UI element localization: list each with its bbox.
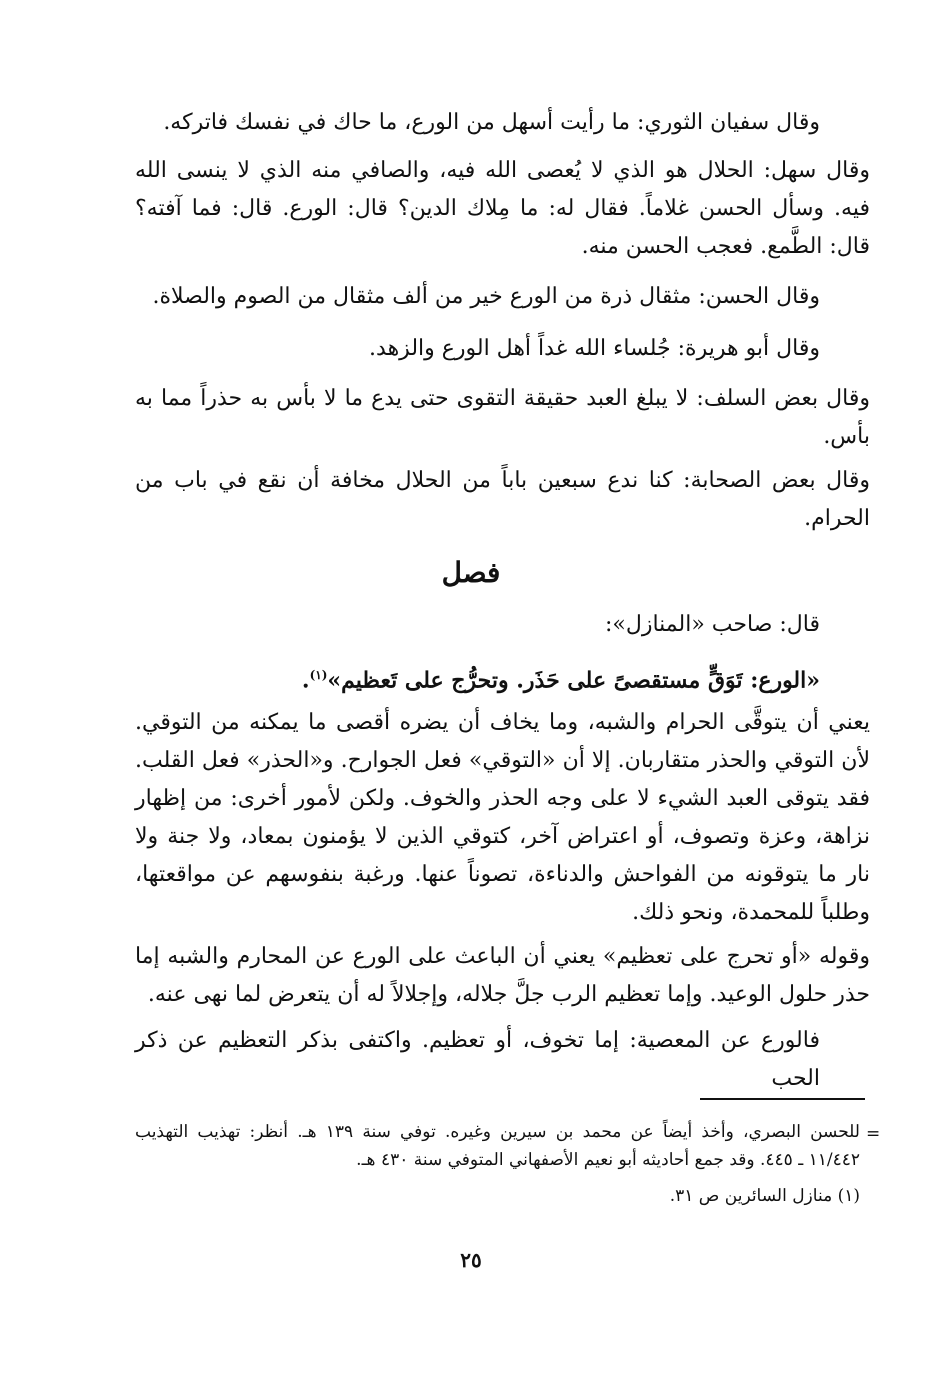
quote-intro: قال: صاحب «المنازل»: [604,612,820,637]
page-number: ٢٥ [460,1248,482,1272]
footnote-separator [700,1098,865,1100]
footnote-continuation-mark: = [866,1124,881,1144]
paragraph-explanation: يعني أن يتوقَّى الحرام والشبه، وما يخاف أن يضره أقصى ما يمكنه من التوقي. لأن التوقي والحذر متقاربان. إلا أن «التوقي» فعل الجوارح. و«الحذر» فعل القلب. فقد يتوقى العبد الشيء لا على وجه الحذر والخوف. ولكن لأمور أخرى: من إظهار نزاهة، وعزة وتصوف، أو اعتراض آخر، كتوقي الذين لا يؤمنون بمعاد، ولا جنة ولا نار ما يتوقونه من الفواحش والدناءة، تصوناً عنها. ورغبة بنفوسهم عن مواقعتها، وطلباً للمحمدة، ونحو ذلك. [135,710,870,925]
paragraph-hasan: وقال الحسن: مثقال ذرة من الورع خير من ألف مثقال من الصوم والصلاة. [152,284,820,309]
paragraph-sahaba: وقال بعض الصحابة: كنا ندع سبعين باباً من الحلال مخافة أن نقع في باب من الحرام. [135,468,870,531]
quote-end: . [301,667,310,694]
quote-text: «الورع: تَوَقٍّ مستقصىً على حَذَر. وتحرُّج على تَعظيم» [327,667,820,694]
paragraph-wara-masiya: فالورع عن المعصية: إما تخوف، أو تعظيم. واكتفى بذكر التعظيم عن ذكر الحب [135,1028,820,1091]
quote-line [135,656,820,699]
section-title: فصل [441,556,501,589]
paragraph-tahrij: وقوله «أو تحرج على تعظيم» يعني أن الباعث على الورع عن المحارم والشبه إما حذر حلول الوعيد. وإما تعظيم الرب جلَّ جلاله، وإجلالاً له أن يتعرض لما نهى عنه. [135,944,870,1007]
paragraph-sufyan: وقال سفيان الثوري: ما رأيت أسهل من الورع، ما حاك في نفسك فاتركه. [163,110,820,135]
footnote-continuation: للحسن البصري، وأخذ أيضاً عن محمد بن سيرين وغيره. توفي سنة ١٣٩ هـ. أنظر: تهذيب التهذيب ١١/٤٤٢ ـ ٤٤٥. وقد جمع أحاديثه أبو نعيم الأصفهاني المتوفي سنة ٤٣٠ هـ. [135,1122,860,1170]
paragraph-sahl: وقال سهل: الحلال هو الذي لا يُعصى الله فيه، والصافي منه الذي لا ينسى الله فيه. وسأل الحسن غلاماً. فقال له: ما مِلاك الدين؟ قال: الورع. قال: فما آفته؟ قال: الطَّمع. فعجب الحسن منه. [135,158,870,259]
paragraph-salaf: وقال بعض السلف: لا يبلغ العبد حقيقة التقوى حتى يدع ما لا بأس به حذراً مما به بأس. [135,386,870,449]
footnote-ref-1: (١) [309,668,328,682]
paragraph-abu-hurayra: وقال أبو هريرة: جُلساء الله غداً أهل الورع والزهد. [369,336,820,361]
footnote-1: (١) منازل السائرين ص ٣١. [669,1186,860,1206]
